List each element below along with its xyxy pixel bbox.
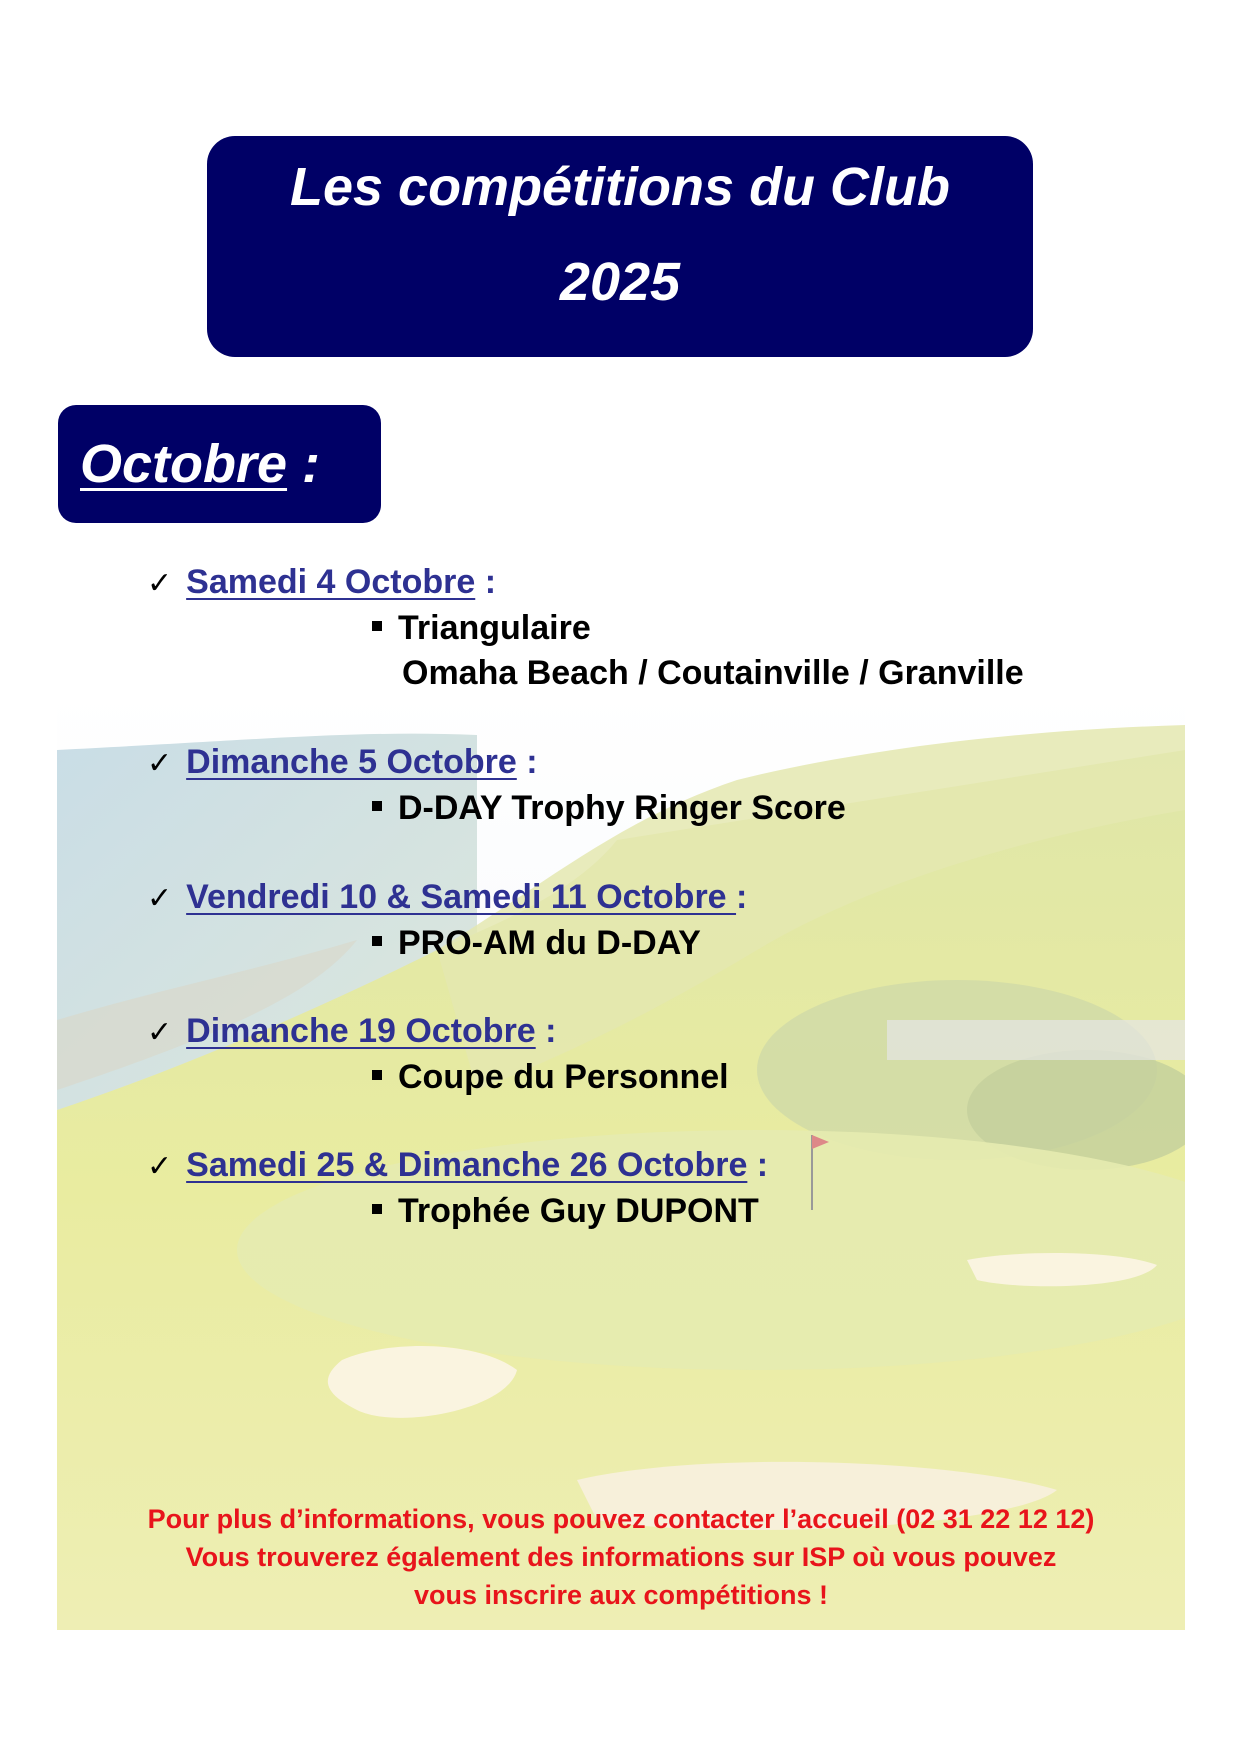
checkmark-icon: ✓ bbox=[147, 882, 173, 915]
event-date-1: ✓ Samedi 4 Octobre : bbox=[147, 563, 497, 601]
event-item-1: Triangulaire bbox=[372, 609, 591, 648]
bullet-icon bbox=[372, 1204, 382, 1214]
event-item-3: PRO-AM du D-DAY bbox=[372, 924, 701, 963]
month-label: Octobre bbox=[80, 434, 288, 494]
footer-line-1: Pour plus d’informations, vous pouvez contacter l’accueil (02 31 22 12 12) bbox=[147, 1504, 1095, 1534]
bullet-icon bbox=[372, 936, 382, 946]
event-date-4: ✓ Dimanche 19 Octobre : bbox=[147, 1012, 557, 1050]
bullet-icon bbox=[372, 801, 382, 811]
event-item-4: Coupe du Personnel bbox=[372, 1058, 729, 1097]
event-item-5: Trophée Guy DUPONT bbox=[372, 1192, 759, 1231]
contact-footer bbox=[57, 1500, 1185, 1614]
checkmark-icon: ✓ bbox=[147, 1016, 173, 1049]
event-subtitle-1: Omaha Beach / Coutainville / Granville bbox=[402, 654, 1024, 692]
event-date-5: ✓ Samedi 25 & Dimanche 26 Octobre : bbox=[147, 1146, 769, 1184]
event-item-2: D-DAY Trophy Ringer Score bbox=[372, 789, 846, 828]
event-date-2: ✓ Dimanche 5 Octobre : bbox=[147, 743, 538, 781]
checkmark-icon: ✓ bbox=[147, 567, 173, 600]
event-date-3: ✓ Vendredi 10 & Samedi 11 Octobre : bbox=[147, 878, 748, 916]
footer-line-2: Vous trouverez également des informations sur ISP où vous pouvez bbox=[185, 1542, 1057, 1572]
checkmark-icon: ✓ bbox=[147, 747, 173, 780]
footer-line-3: vous inscrire aux compétitions ! bbox=[413, 1580, 829, 1610]
page-year: 2025 bbox=[559, 252, 681, 312]
checkmark-icon: ✓ bbox=[147, 1150, 173, 1183]
page-title: Les compétitions du Club bbox=[289, 157, 951, 217]
month-suffix: : bbox=[287, 434, 321, 494]
bullet-icon bbox=[372, 621, 382, 631]
bullet-icon bbox=[372, 1070, 382, 1080]
